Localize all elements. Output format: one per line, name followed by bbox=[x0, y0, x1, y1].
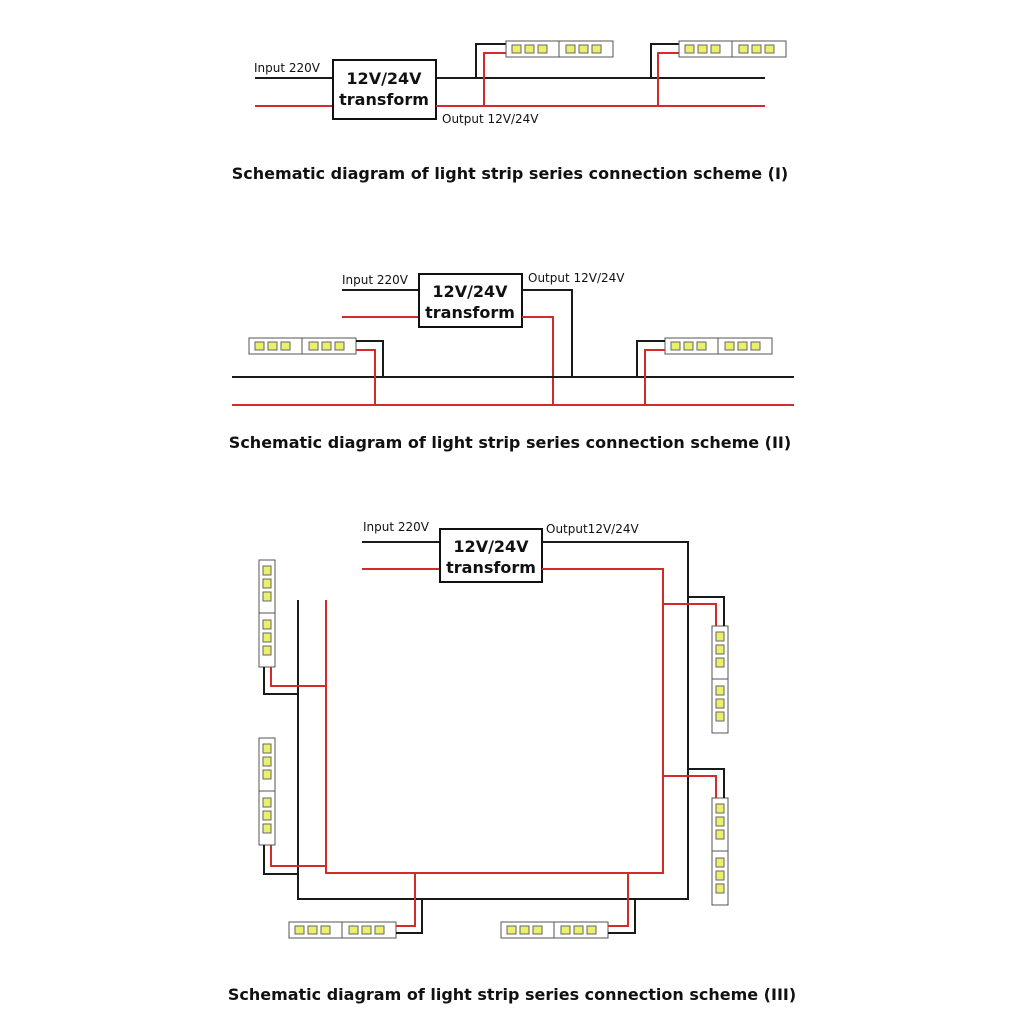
scheme-2 bbox=[229, 271, 794, 452]
s1-strip1-positive-lead bbox=[484, 53, 506, 106]
s3-led-strip-left-top bbox=[259, 560, 275, 667]
s1-input-label: Input 220V bbox=[254, 61, 320, 75]
s3-transformer-line1: 12V/24V bbox=[453, 537, 529, 556]
s2-output-label: Output 12V/24V bbox=[528, 271, 625, 285]
s2-output-positive-lead bbox=[522, 317, 553, 405]
s3-led-strip-bottom-left bbox=[289, 922, 396, 938]
s1-caption: Schematic diagram of light strip series connection scheme (I) bbox=[231, 164, 789, 183]
scheme-1 bbox=[232, 41, 788, 183]
s1-transformer-line1: 12V/24V bbox=[346, 69, 422, 88]
s3-led-strip-bottom-right bbox=[501, 922, 608, 938]
s3-bottom-left-negative-lead bbox=[396, 899, 422, 933]
s3-right-top-positive-lead bbox=[663, 604, 716, 626]
s3-output-label: Output12V/24V bbox=[546, 522, 639, 536]
s1-led-strip-2 bbox=[679, 41, 786, 57]
s3-transformer-line2: transform bbox=[446, 558, 536, 577]
s2-right-negative-lead bbox=[637, 341, 665, 377]
s3-left-bottom-negative-lead bbox=[264, 845, 298, 874]
s2-led-strip-right bbox=[665, 338, 772, 354]
s3-negative-loop bbox=[298, 542, 688, 899]
s1-led-strip-1 bbox=[506, 41, 613, 57]
s2-transformer-line2: transform bbox=[425, 303, 515, 322]
s2-output-negative-lead bbox=[522, 290, 572, 377]
s1-strip1-negative-lead bbox=[476, 44, 506, 78]
s3-led-strip-left-bottom bbox=[259, 738, 275, 845]
s1-output-label: Output 12V/24V bbox=[442, 112, 539, 126]
s3-caption: Schematic diagram of light strip series connection scheme (III) bbox=[227, 985, 797, 1004]
s1-strip2-negative-lead bbox=[651, 44, 679, 78]
s2-left-negative-lead bbox=[356, 341, 383, 377]
s2-input-label: Input 220V bbox=[342, 273, 408, 287]
s3-led-strip-right-bottom bbox=[712, 798, 728, 905]
s3-input-label: Input 220V bbox=[363, 520, 429, 534]
s3-right-top-negative-lead bbox=[688, 597, 724, 626]
s2-led-strip-left bbox=[249, 338, 356, 354]
s3-led-strip-right-top bbox=[712, 626, 728, 733]
s2-caption: Schematic diagram of light strip series connection scheme (II) bbox=[228, 433, 792, 452]
s3-left-top-negative-lead bbox=[264, 667, 298, 694]
s3-right-bottom-negative-lead bbox=[688, 769, 724, 798]
s3-positive-loop bbox=[326, 569, 663, 873]
s1-strip2-positive-lead bbox=[658, 53, 679, 106]
s3-right-bottom-positive-lead bbox=[663, 776, 716, 798]
s1-transformer-line2: transform bbox=[339, 90, 429, 109]
s3-bottom-right-negative-lead bbox=[608, 899, 635, 933]
scheme-3 bbox=[228, 520, 796, 1004]
s2-transformer-line1: 12V/24V bbox=[432, 282, 508, 301]
